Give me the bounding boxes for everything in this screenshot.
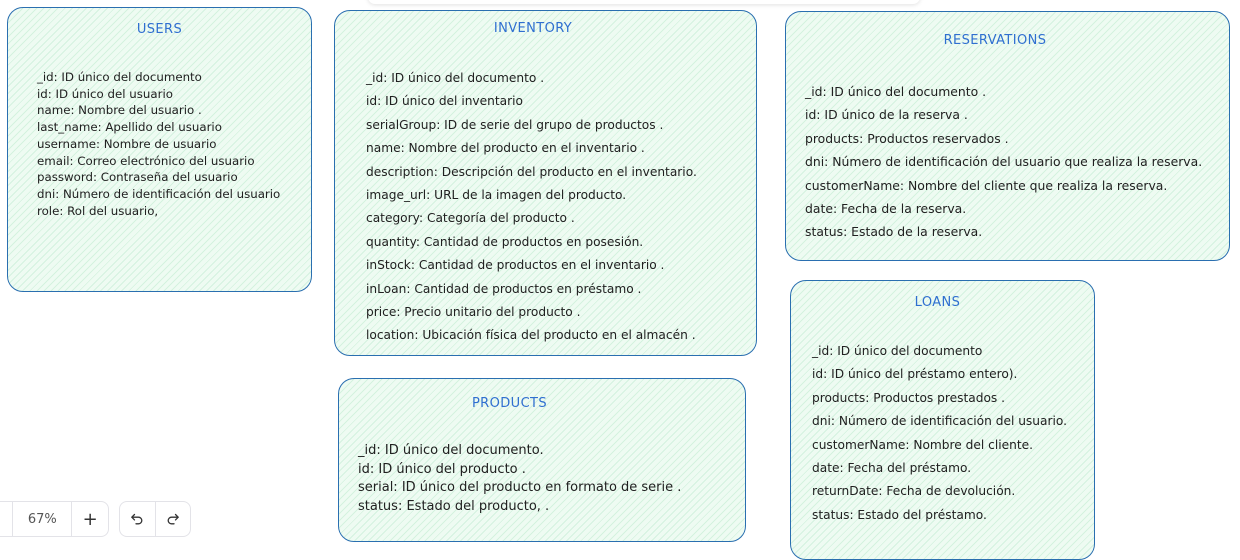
- reservations-card-title: RESERVATIONS: [943, 33, 1047, 48]
- field-line: _id: ID único del documento: [37, 70, 202, 84]
- reservations-field-list: [805, 80, 1202, 244]
- users-card-title: USERS: [136, 22, 183, 37]
- field-line: date: Fecha de la reserva.: [805, 201, 967, 217]
- inventory-card[interactable]: [334, 10, 757, 356]
- loans-card-title: LOANS: [914, 295, 961, 310]
- undo-icon: [130, 512, 144, 526]
- undo-button[interactable]: [120, 502, 155, 536]
- redo-icon: [166, 512, 180, 526]
- field-line: name: Nombre del usuario .: [37, 103, 202, 118]
- field-line: dni: Número de identificación del usuario que realiza la reserva.: [805, 154, 1203, 170]
- field-line: price: Precio unitario del producto .: [366, 305, 581, 320]
- field-line: _id: ID único del documento: [812, 344, 983, 358]
- field-line: id: ID único del inventario: [366, 94, 523, 109]
- loans-card[interactable]: [790, 280, 1095, 560]
- field-line: inStock: Cantidad de productos en el inventario .: [366, 258, 665, 273]
- field-line: customerName: Nombre del cliente.: [812, 437, 1033, 452]
- products-field-list: [358, 442, 681, 516]
- reservations-card[interactable]: [785, 11, 1230, 261]
- field-line: role: Rol del usuario,: [37, 203, 159, 218]
- field-line: products: Productos prestados .: [812, 390, 1006, 405]
- field-line: inLoan: Cantidad de productos en préstamo .: [366, 281, 642, 296]
- users-card[interactable]: [7, 7, 312, 292]
- field-line: last_name: Apellido del usuario: [37, 120, 222, 135]
- field-line: id: ID único del producto .: [358, 461, 526, 477]
- zoom-controls: [0, 501, 109, 537]
- field-line: password: Contraseña del usuario: [37, 170, 238, 185]
- field-line: dni: Número de identificación del usuario: [37, 186, 281, 201]
- field-line: id: ID único del préstamo entero).: [812, 367, 1018, 382]
- field-line: image_url: URL de la imagen del producto.: [366, 188, 627, 203]
- zoom-in-button[interactable]: +: [82, 508, 98, 530]
- redo-button[interactable]: [155, 502, 191, 536]
- zoom-reset-button[interactable]: 67%: [13, 502, 72, 536]
- field-line: _id: ID único del documento.: [358, 443, 544, 458]
- field-line: status: Estado del préstamo.: [812, 507, 987, 522]
- field-line: category: Categoría del producto .: [366, 211, 575, 226]
- field-line: _id: ID único del documento .: [805, 84, 987, 99]
- products-card[interactable]: [338, 378, 746, 542]
- field-line: quantity: Cantidad de productos en posesión.: [366, 234, 644, 249]
- field-line: id: ID único de la reserva .: [805, 107, 968, 123]
- field-line: serialGroup: ID de serie del grupo de productos .: [366, 117, 664, 132]
- inventory-field-list: [366, 67, 697, 348]
- field-line: location: Ubicación física del producto en el almacén .: [366, 328, 696, 343]
- top-toolbar-edge: [368, 0, 920, 4]
- loans-field-list: [812, 340, 1067, 527]
- field-line: status: Estado de la reserva.: [805, 224, 983, 240]
- field-line: serial: ID único del producto en formato de serie .: [358, 480, 682, 495]
- field-line: id: ID único del usuario: [37, 86, 173, 101]
- field-line: customerName: Nombre del cliente que realiza la reserva.: [805, 177, 1168, 193]
- field-line: description: Descripción del producto en el inventario.: [366, 164, 697, 179]
- field-line: email: Correo electrónico del usuario: [37, 153, 255, 168]
- field-line: _id: ID único del documento .: [366, 71, 545, 85]
- field-line: dni: Número de identificación del usuario.: [812, 414, 1067, 429]
- inventory-card-title: INVENTORY: [493, 21, 573, 36]
- field-line: date: Fecha del préstamo.: [812, 461, 972, 476]
- field-line: status: Estado del producto, .: [358, 498, 550, 514]
- history-controls: [119, 501, 191, 537]
- field-line: name: Nombre del producto en el inventario .: [366, 141, 645, 156]
- field-line: products: Productos reservados .: [805, 130, 1009, 146]
- users-field-list: [37, 69, 280, 219]
- field-line: returnDate: Fecha de devolución.: [812, 484, 1016, 499]
- field-line: username: Nombre de usuario: [37, 136, 217, 151]
- products-card-title: PRODUCTS: [471, 396, 548, 411]
- zoom-out-button[interactable]: [0, 502, 13, 536]
